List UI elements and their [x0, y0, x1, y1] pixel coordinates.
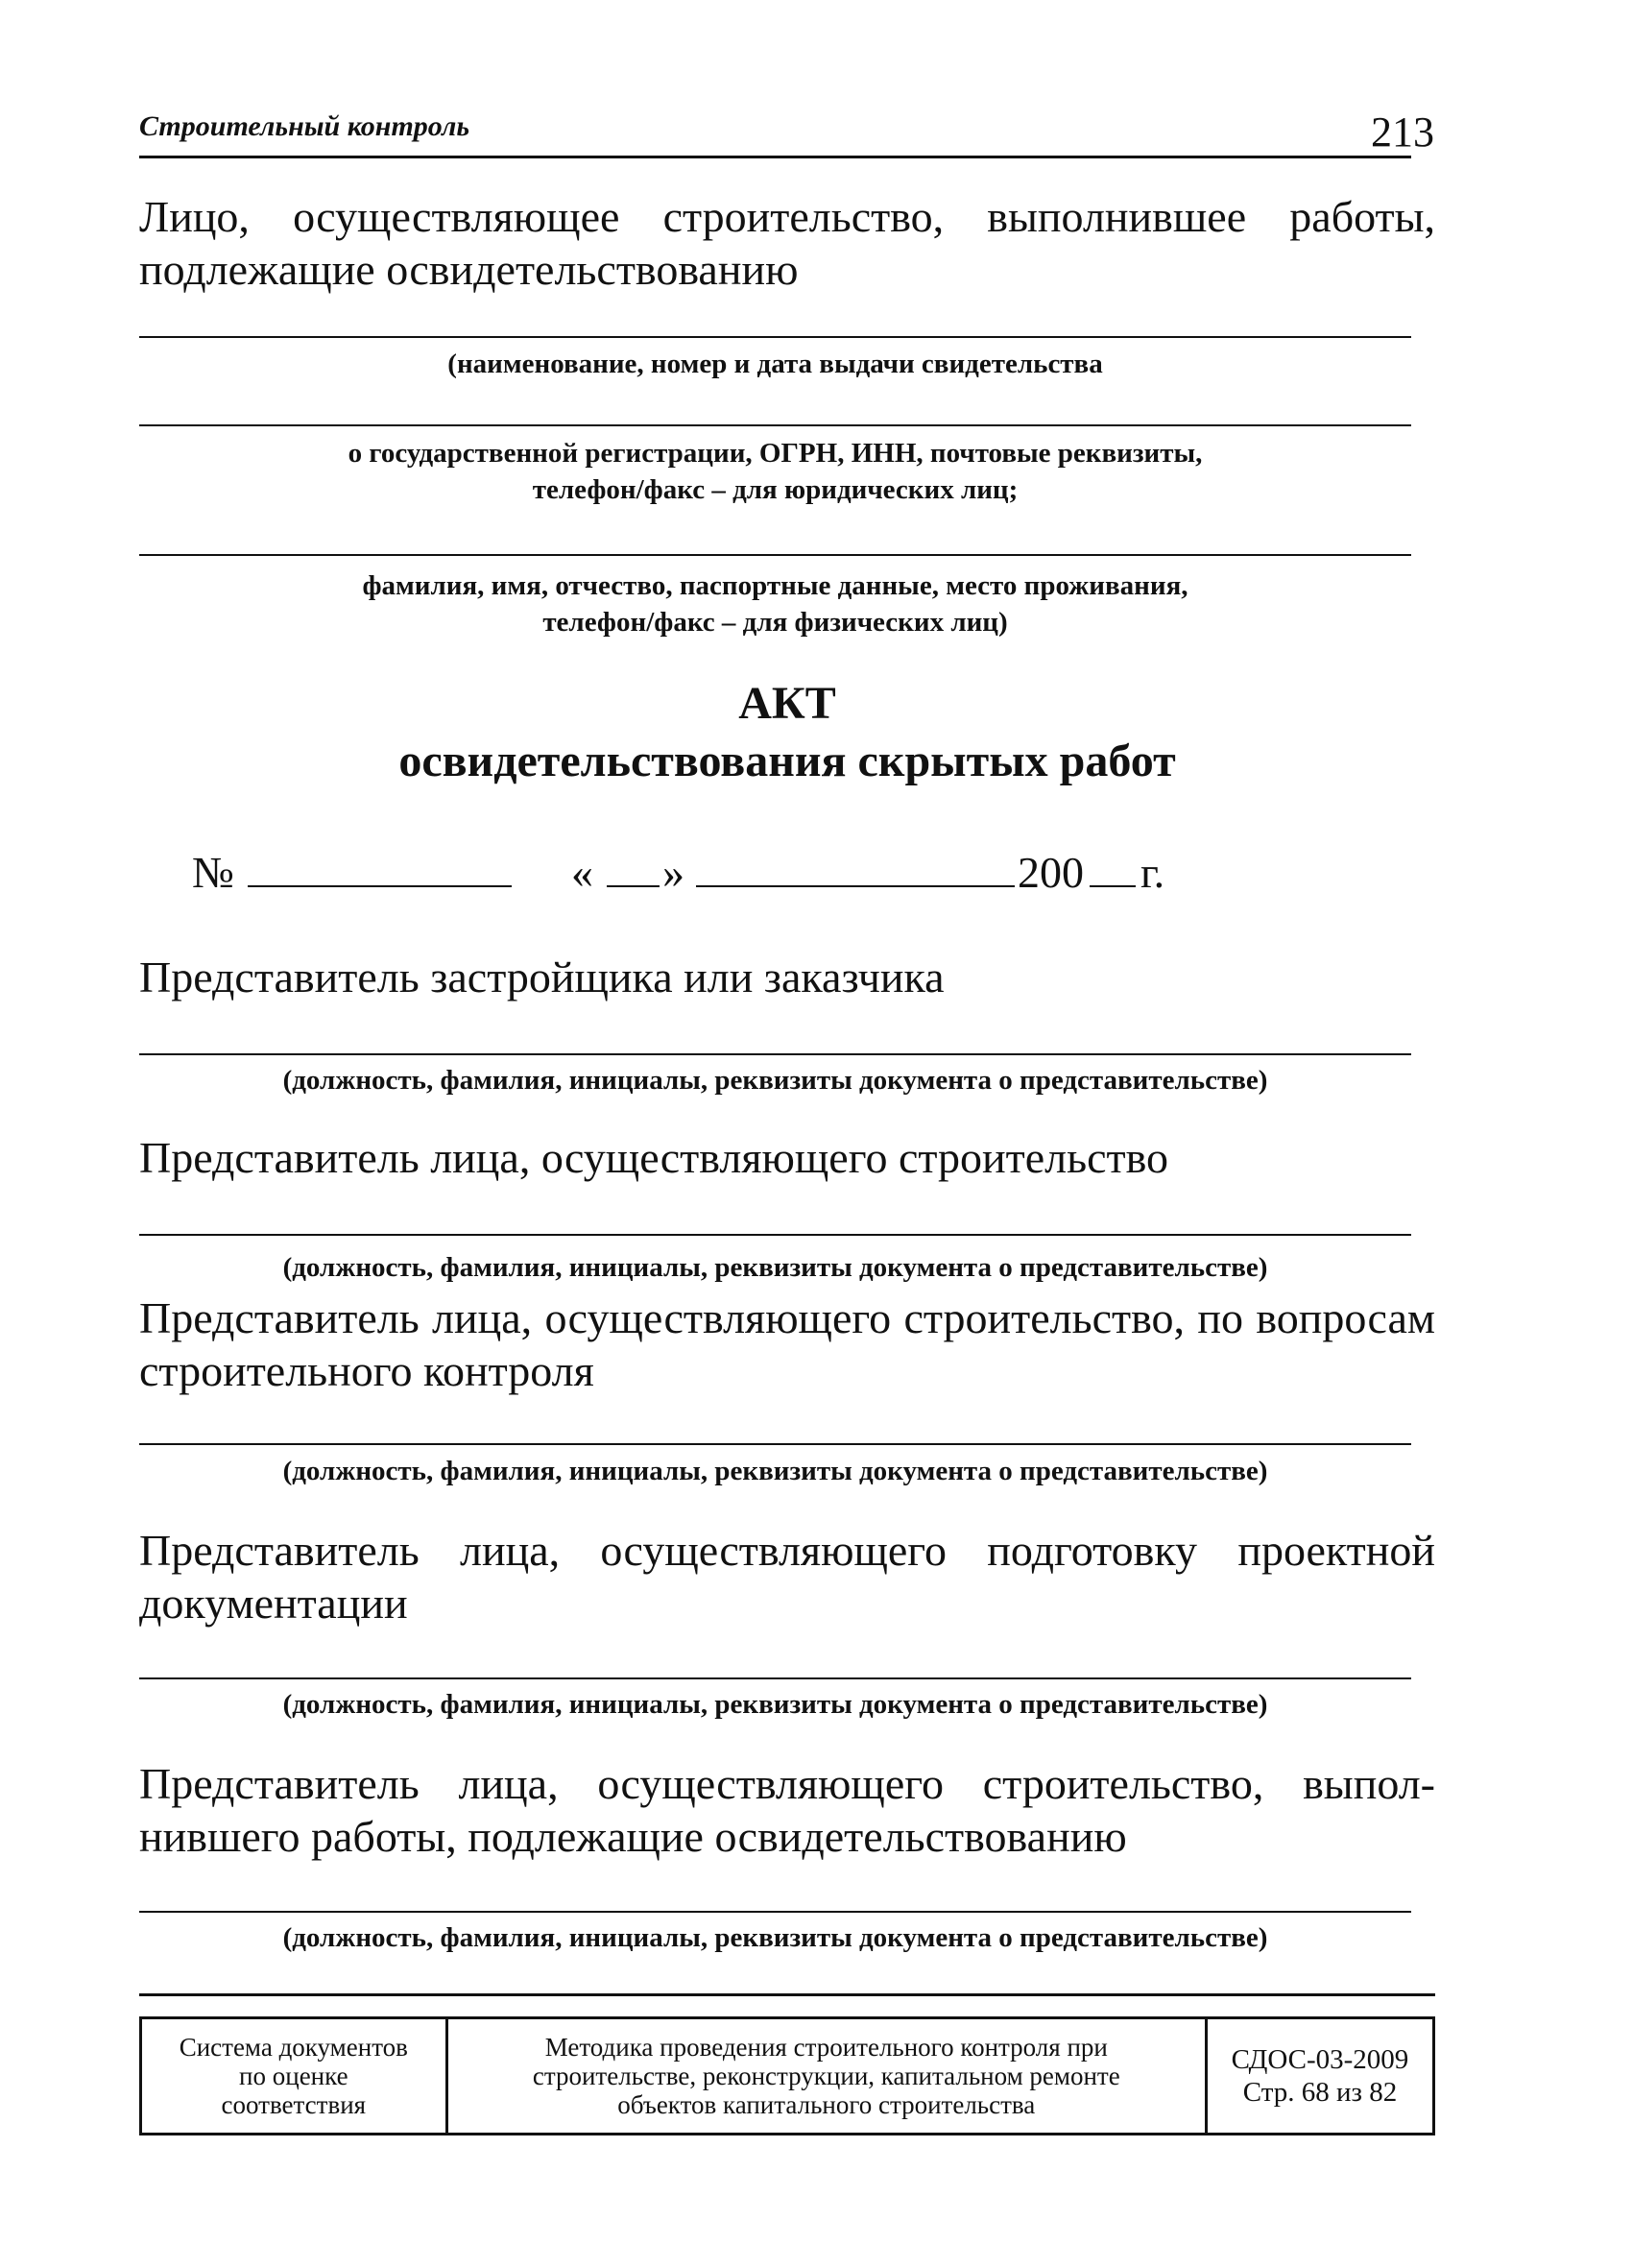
fill-line-rep-3[interactable]	[139, 1443, 1411, 1445]
year-prefix: 200	[1018, 848, 1084, 897]
fill-line-intro-1	[139, 336, 1411, 338]
footer-page-ref: Стр. 68 из 82	[1242, 2077, 1398, 2108]
footer-system-cell	[142, 2019, 448, 2133]
running-header: Строительный контроль	[139, 110, 470, 142]
footer-method-line1: Методика проведения строительного контроля при	[544, 2033, 1108, 2062]
date-open-quote: «	[571, 848, 593, 897]
intro-caption-3-line2: телефон/факс – для физических лиц)	[542, 607, 1008, 638]
footer-system-line1: Система документов	[179, 2033, 408, 2062]
act-title: АКТ	[738, 678, 836, 729]
rep-caption-5: (должность, фамилия, инициалы, реквизиты документа о представительстве)	[282, 1922, 1268, 1953]
footer-method-line3: объектов капитального строительства	[617, 2090, 1036, 2119]
intro-caption-2-line2: телефон/факс – для юридических лиц;	[532, 474, 1019, 505]
intro-caption-1: (наименование, номер и дата выдачи свидетельства	[447, 349, 1103, 379]
fill-line-intro-2	[139, 424, 1411, 426]
rep-label-builder: Представитель лица, осуществляющего строительство	[139, 1133, 1169, 1182]
date-close-quote: »	[662, 848, 684, 897]
footer-system-line3: соответствия	[221, 2090, 367, 2119]
intro-heading: Лицо, осуществляющее строительство, выполнившее работы, подлежащие освидетельствованию	[139, 192, 1435, 294]
footer-method-cell	[448, 2019, 1208, 2133]
footer-system-line2: по оценке	[239, 2062, 348, 2090]
header-rule	[139, 156, 1411, 158]
footer-doc-code: СДОС-03-2009	[1231, 2044, 1409, 2075]
rep-label-builder-control: Представитель лица, осуществляющего строительство, по вопросам строительного контроля	[139, 1293, 1435, 1395]
intro-caption-3-line1: фамилия, имя, отчество, паспортные данные, место проживания,	[362, 570, 1188, 601]
rep-caption-1: (должность, фамилия, инициалы, реквизиты документа о представительстве)	[282, 1065, 1268, 1096]
fill-line-rep-4[interactable]	[139, 1677, 1411, 1679]
footer-method-line2: строительстве, реконструкции, капитальном ремонте	[532, 2062, 1120, 2090]
rep-caption-3: (должность, фамилия, инициалы, реквизиты документа о представительстве)	[282, 1456, 1268, 1486]
rep-caption-2: (должность, фамилия, инициалы, реквизиты документа о представительстве)	[282, 1252, 1268, 1283]
act-number-date-row	[192, 847, 1248, 905]
footer-doc-code-cell	[1208, 2019, 1432, 2133]
rep-label-developer: Представитель застройщика или заказчика	[139, 953, 945, 1001]
fill-line-rep-1[interactable]	[139, 1053, 1411, 1055]
fill-line-rep-5[interactable]	[139, 1911, 1411, 1913]
year-suffix: г.	[1140, 848, 1165, 897]
rep-label-designer: Представитель лица, осуществляющего подготовку проектной документации	[139, 1526, 1435, 1628]
page-number: 213	[1371, 109, 1434, 156]
intro-caption-2-line1: о государственной регистрации, ОГРН, ИНН, почтовые реквизиты,	[348, 438, 1203, 469]
rep-label-performer: Представитель лица, осуществляющего строительство, выполнившего работы, подлежащие освидетельствованию	[139, 1759, 1435, 1861]
fill-line-rep-2[interactable]	[139, 1234, 1411, 1236]
footer-rule	[139, 1993, 1435, 1996]
footer-table	[139, 2016, 1435, 2135]
number-sign: №	[192, 848, 234, 897]
rep-caption-4: (должность, фамилия, инициалы, реквизиты документа о представительстве)	[282, 1689, 1268, 1720]
fill-line-intro-3	[139, 554, 1411, 556]
act-subtitle: освидетельствования скрытых работ	[398, 736, 1176, 786]
